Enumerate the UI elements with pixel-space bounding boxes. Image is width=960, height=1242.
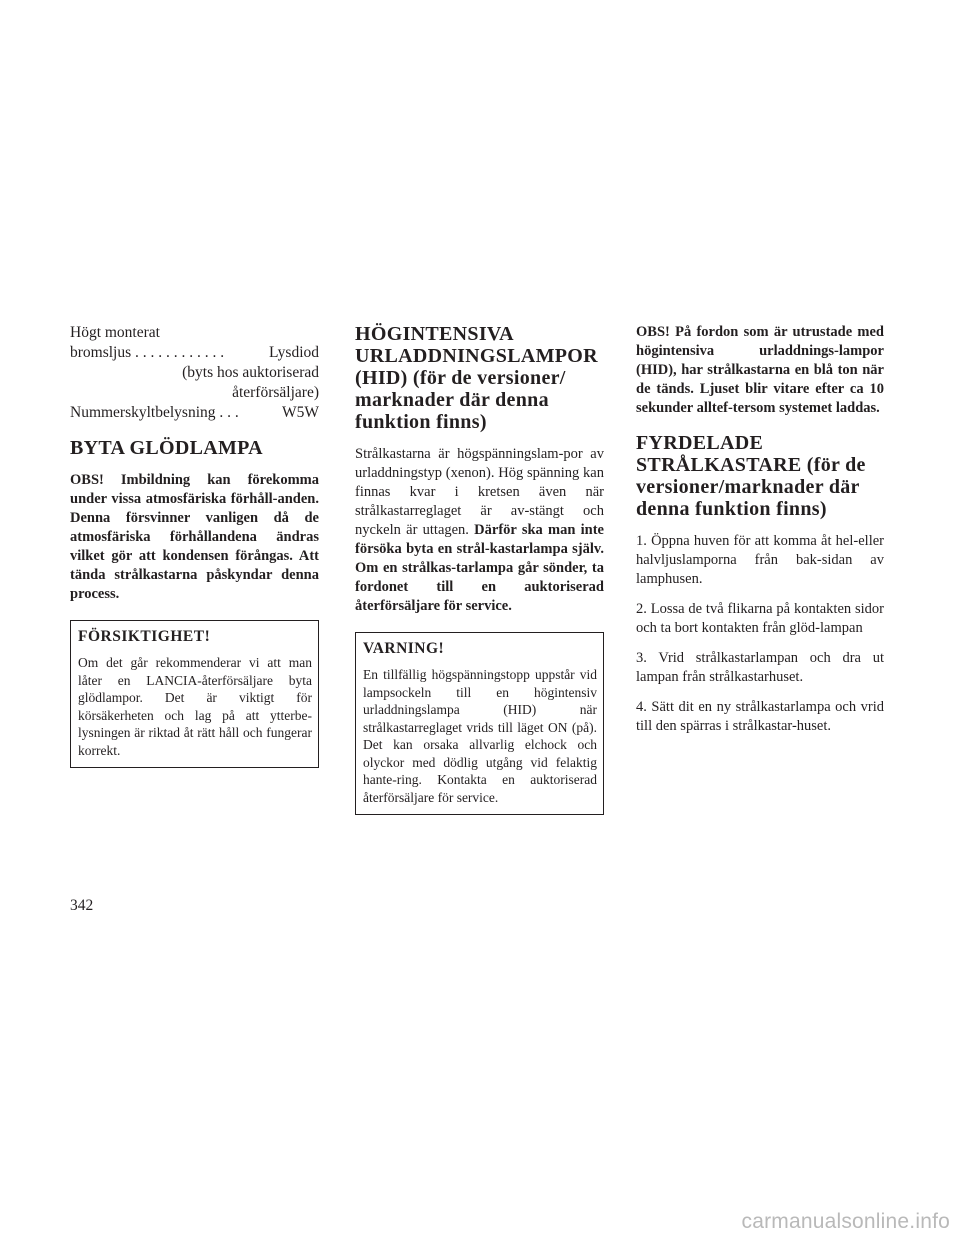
spec-plate-light-row	[70, 403, 319, 423]
spec-brake-light-label: Högt monterat	[70, 324, 160, 341]
hid-paragraph	[355, 445, 604, 616]
spec-brake-light-value: Lysdiod	[269, 344, 319, 361]
left-column	[70, 323, 319, 768]
right-column	[636, 323, 884, 747]
spec-brake-light-note-2: återförsäljare)	[232, 384, 319, 401]
caution-title: FÖRSIKTIGHET!	[78, 628, 211, 645]
warning-text: En tillfällig högspänningstopp uppstår vid lampsockeln till en högintensiv urladdningslampa (HID) när strålkastarreglaget vrids till läget ON (på). Det kan orsaka allvarlig elchock och olyckor med dödlig utgång vid felaktig hante-ring. Kontakta en auktoriserad återförsäljare för service.	[363, 667, 597, 805]
hid-paragraph-text: Strålkastarna är högspänningslam-por av urladdningstyp (xenon). Hög spänning kan finnas kvar i kretsen även när strålkastarreglaget är av-stängt och nyckeln är uttagen.	[355, 446, 604, 538]
spec-plate-light-leader: Nummerskyltbelysning . . .	[70, 404, 239, 421]
hid-paragraph-emphasis: Därför ska man inte försöka byta en strål-kastarlampa själv. Om en strålkas-tarlampa går sönder, ta fordonet till en auktoriserad återförsäljare för service.	[355, 522, 604, 614]
step-1: 1. Öppna huven för att komma åt hel-eller halvljuslamporna från bak-sidan av lamphusen.	[636, 533, 884, 587]
section-heading-hid: HÖGINTENSIVA URLADDNINGSLAMPOR (HID) (för de versioner/ marknader där denna funktion finns)	[355, 323, 598, 433]
section-heading-quad-headlamps: FYRDELADE STRÅLKASTARE (för de versioner/marknader där denna funktion finns)	[636, 432, 866, 520]
caution-box	[70, 620, 319, 768]
spec-brake-light-note-1: (byts hos auktoriserad	[182, 364, 319, 381]
middle-column	[355, 323, 604, 815]
caution-text: Om det går rekommenderar vi att man låter en LANCIA-återförsäljare byta glödlampor. Det är viktigt för körsäkerheten och lag på att ytterbe-lysningen är riktad åt rätt håll och fungerar korrekt.	[78, 655, 312, 758]
warning-box	[355, 632, 604, 815]
watermark: carmanualsonline.info	[741, 1210, 950, 1233]
spec-brake-light-row	[70, 343, 319, 363]
steps-list	[636, 532, 884, 736]
section-heading-replace-bulb: BYTA GLÖDLAMPA	[70, 437, 263, 459]
step-3: 3. Vrid strålkastarlampan och dra ut lampan från strålkastarhuset.	[636, 650, 884, 685]
step-4: 4. Sätt dit en ny strålkastarlampa och vrid till den spärras i strålkastar-huset.	[636, 699, 884, 734]
hid-blue-tone-note: OBS! På fordon som är utrustade med högintensiva urladdnings-lampor (HID), har strålkastarna en blå ton när de tänds. Ljuset blir vitare efter ca 10 sekunder alltef-tersom systemet laddas.	[636, 324, 884, 416]
page-number: 342	[70, 897, 94, 914]
warning-title: VARNING!	[363, 640, 445, 657]
spec-brake-light-leader: bromsljus . . . . . . . . . . . .	[70, 344, 225, 361]
condensation-note: OBS! Imbildning kan förekomma under vissa atmosfäriska förhåll-anden. Denna försvinner vanligen då de atmosfäriska förhållandena ändras vilket gör att kondensen förångas. Att tända strålkastarna påskyndar denna process.	[70, 472, 319, 602]
step-2: 2. Lossa de två flikarna på kontakten sidor och ta bort kontakten från glöd-lampan	[636, 601, 884, 636]
bulb-spec-list	[70, 323, 319, 423]
spec-plate-light-value: W5W	[281, 404, 319, 421]
